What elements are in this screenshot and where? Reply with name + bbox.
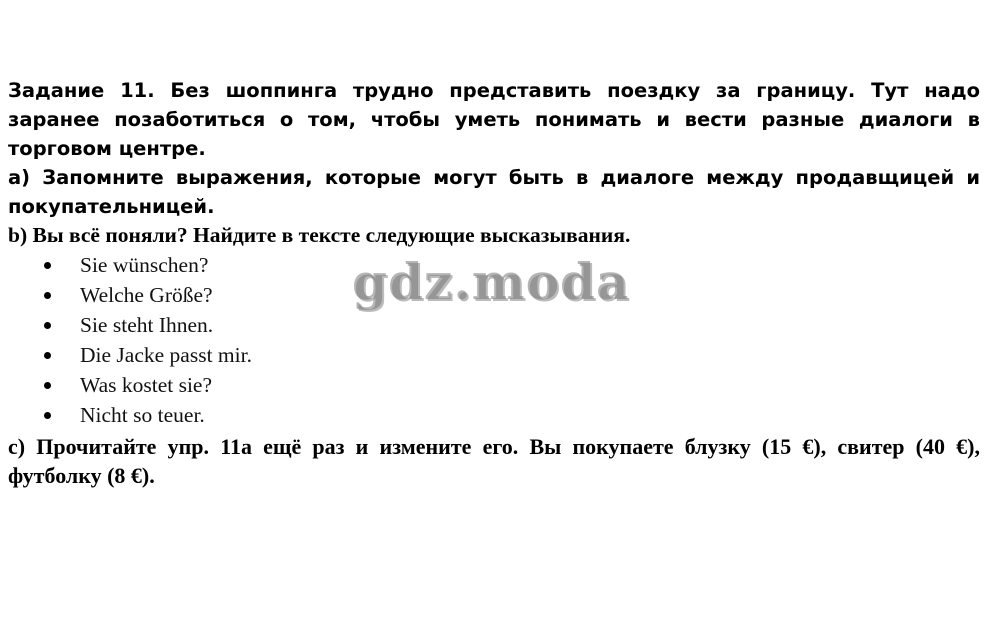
bullet-icon bbox=[44, 292, 51, 299]
phrase-text: Die Jacke passt mir. bbox=[80, 343, 252, 367]
watermark: gdz.moda bbox=[352, 252, 630, 311]
phrase-text: Sie steht Ihnen. bbox=[80, 313, 214, 337]
phrase-text: Welche Größe? bbox=[80, 283, 213, 307]
task-intro: Задание 11. Без шоппинга трудно представить поездку за границу. Тут надо заранее позаботиться о том, чтобы уметь понимать и вести разные диалоги в торговом центре. bbox=[8, 79, 980, 160]
bullet-icon bbox=[44, 382, 51, 389]
phrase-list bbox=[8, 250, 980, 430]
list-item bbox=[44, 310, 980, 340]
bullet-icon bbox=[44, 262, 51, 269]
task-part-a: a) Запомните выражения, которые могут быть в диалоге между продавщицей и покупательницей. bbox=[8, 166, 980, 218]
phrase-text: Nicht so teuer. bbox=[80, 403, 205, 427]
list-item bbox=[44, 280, 980, 310]
list-item bbox=[44, 340, 980, 370]
bullet-icon bbox=[44, 412, 51, 419]
task-part-c: c) Прочитайте упр. 11a ещё раз и измените его. Вы покупаете блузку (15 €), свитер (40 €), футболку (8 €). bbox=[8, 434, 980, 488]
phrase-text: Sie wünschen? bbox=[80, 253, 209, 277]
task-part-b: b) Вы всё поняли? Найдите в тексте следующие высказывания. bbox=[8, 223, 631, 247]
bullet-icon bbox=[44, 352, 51, 359]
list-item bbox=[44, 400, 980, 430]
phrase-text: Was kostet sie? bbox=[80, 373, 213, 397]
list-item bbox=[44, 370, 980, 400]
task-document bbox=[8, 76, 980, 490]
list-item bbox=[44, 250, 980, 280]
bullet-icon bbox=[44, 322, 51, 329]
